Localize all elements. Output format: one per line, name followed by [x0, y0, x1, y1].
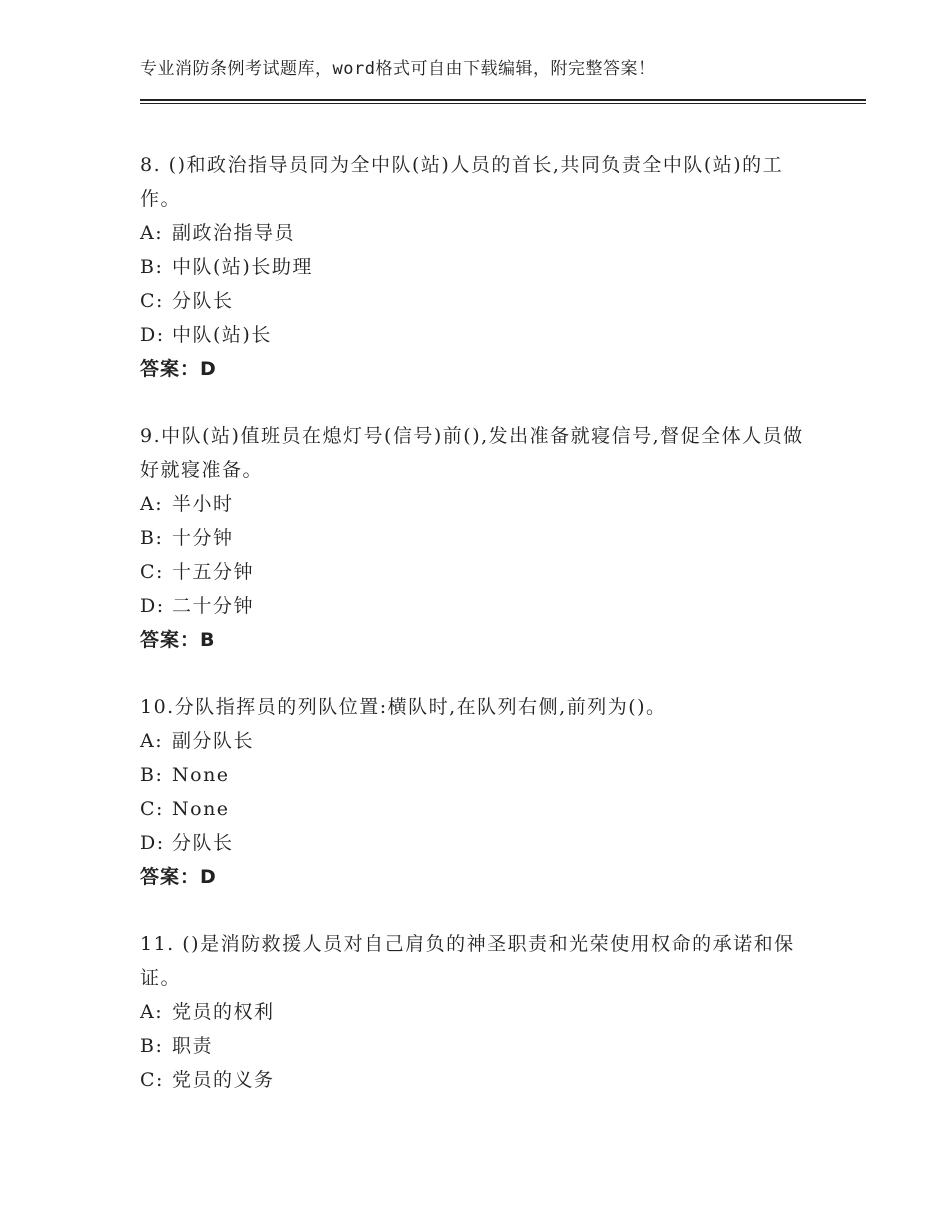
option-key: C: — [140, 290, 164, 312]
option-key: B: — [140, 256, 164, 278]
option-text: 副分队长 — [172, 730, 255, 752]
option-text: 党员的权利 — [172, 1001, 275, 1023]
option-key: B: — [140, 764, 164, 786]
option-b — [140, 1029, 805, 1063]
option-a — [140, 724, 805, 758]
option-d — [140, 826, 805, 860]
header-rule-thick — [140, 99, 866, 101]
option-key: D: — [140, 832, 165, 854]
option-key: A: — [140, 493, 164, 515]
question-stem: 10.分队指挥员的列队位置:横队时,在队列右侧,前列为()。 — [140, 696, 667, 718]
question-10 — [140, 690, 805, 894]
option-key: C: — [140, 561, 164, 583]
option-c — [140, 555, 805, 589]
answer-label: 答案：D — [140, 358, 217, 380]
option-text: 副政治指导员 — [172, 222, 296, 244]
option-key: A: — [140, 222, 164, 244]
option-text: 二十分钟 — [172, 595, 255, 617]
option-text: 分队长 — [172, 290, 234, 312]
question-stem: 11. ()是消防救援人员对自己肩负的神圣职责和光荣使用权命的承诺和保证。 — [140, 933, 795, 989]
question-list — [140, 148, 805, 1130]
option-key: C: — [140, 798, 164, 820]
option-c — [140, 284, 805, 318]
option-text: 职责 — [172, 1035, 214, 1057]
option-c — [140, 792, 805, 826]
option-key: C: — [140, 1069, 164, 1091]
option-text: 党员的义务 — [172, 1069, 275, 1091]
option-text: None — [172, 764, 230, 786]
option-a — [140, 487, 805, 521]
option-key: B: — [140, 1035, 164, 1057]
question-stem: 9.中队(站)值班员在熄灯号(信号)前(),发出准备就寝信号,督促全体人员做好就寝准备。 — [140, 425, 804, 481]
option-key: A: — [140, 730, 164, 752]
option-d — [140, 589, 805, 623]
option-text: None — [172, 798, 230, 820]
question-8 — [140, 148, 805, 386]
option-key: D: — [140, 595, 165, 617]
question-stem: 8. ()和政治指导员同为全中队(站)人员的首长,共同负责全中队(站)的工作。 — [140, 154, 784, 210]
option-text: 中队(站)长助理 — [172, 256, 313, 278]
option-c — [140, 1063, 805, 1097]
header-rule-thin — [140, 103, 866, 104]
option-key: B: — [140, 527, 164, 549]
option-text: 十五分钟 — [172, 561, 255, 583]
question-11 — [140, 927, 805, 1097]
answer-label: 答案：B — [140, 629, 216, 651]
option-text: 分队长 — [172, 832, 234, 854]
option-b — [140, 521, 805, 555]
question-9 — [140, 419, 805, 657]
answer-label: 答案：D — [140, 866, 217, 888]
option-text: 中队(站)长 — [172, 324, 272, 346]
page-header: 专业消防条例考试题库，word格式可自由下载编辑，附完整答案！ — [140, 59, 656, 79]
option-b — [140, 250, 805, 284]
option-a — [140, 995, 805, 1029]
option-key: A: — [140, 1001, 164, 1023]
option-b — [140, 758, 805, 792]
option-text: 半小时 — [172, 493, 234, 515]
option-d — [140, 318, 805, 352]
option-key: D: — [140, 324, 165, 346]
option-text: 十分钟 — [172, 527, 234, 549]
option-a — [140, 216, 805, 250]
